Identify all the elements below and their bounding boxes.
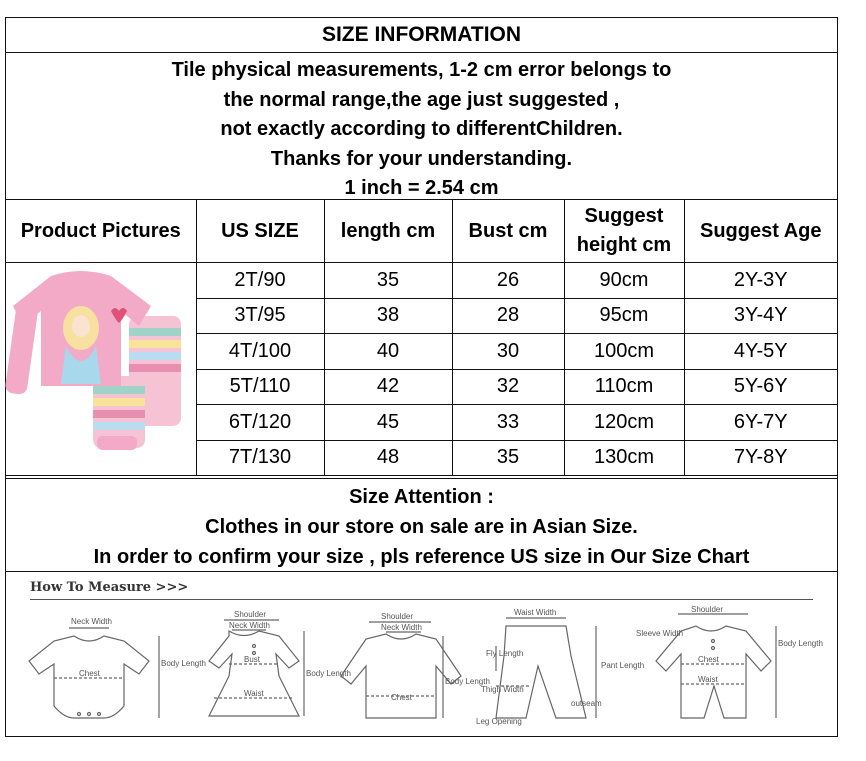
cell-age: 6Y-7Y — [684, 405, 837, 441]
col-header: Product Pictures — [6, 200, 196, 263]
cell-us-size: 4T/100 — [196, 334, 324, 370]
col-header-line: height cm — [576, 234, 672, 256]
cell-bust: 26 — [452, 263, 564, 299]
cell-us-size: 5T/110 — [196, 369, 324, 405]
cell-bust: 35 — [452, 440, 564, 476]
top-diagram — [341, 606, 490, 736]
cell-height: 100cm — [564, 334, 684, 370]
chest-label: Chest — [391, 693, 412, 702]
cell-age: 2Y-3Y — [684, 263, 837, 299]
size-info-sheet — [5, 17, 838, 737]
col-header: US SIZE — [196, 200, 324, 263]
measure-title: How To Measure >>> — [30, 580, 189, 595]
shoulder-label: Shoulder — [234, 610, 267, 619]
cell-length: 48 — [324, 440, 452, 476]
body-length-label: Body Length — [445, 677, 490, 686]
cell-bust: 30 — [452, 334, 564, 370]
pajama-image — [11, 266, 191, 466]
cell-bust: 28 — [452, 298, 564, 334]
chest-label: Chest — [698, 655, 719, 664]
cell-age: 5Y-6Y — [684, 369, 837, 405]
info-line: Thanks for your understanding. — [270, 147, 573, 170]
attention-line: In order to confirm your size , pls reference US size in Our Size Chart — [93, 546, 750, 568]
neck-width-label: Neck Width — [71, 617, 112, 626]
fly-length-label: Fly Length — [486, 649, 524, 658]
outseam-label: outseam — [571, 699, 602, 708]
cell-age: 7Y-8Y — [684, 440, 837, 476]
how-to-measure-section — [6, 572, 837, 736]
size-table — [6, 200, 837, 476]
cell-length: 42 — [324, 369, 452, 405]
shoulder-label: Shoulder — [381, 612, 414, 621]
cell-us-size: 6T/120 — [196, 405, 324, 441]
cell-us-size: 7T/130 — [196, 440, 324, 476]
col-header-height — [564, 200, 684, 263]
cell-length: 45 — [324, 405, 452, 441]
thigh-width-label: Thigh Width — [481, 685, 524, 694]
body-length-label: Body Length — [306, 669, 351, 678]
col-header-line: Suggest — [584, 205, 664, 227]
pants-diagram — [476, 606, 645, 736]
col-header: length cm — [324, 200, 452, 263]
cell-us-size: 2T/90 — [196, 263, 324, 299]
cell-length: 38 — [324, 298, 452, 334]
info-line: the normal range,the age just suggested , — [223, 88, 620, 111]
body-length-label: Body Length — [778, 639, 823, 648]
leg-opening-label: Leg Opening — [476, 717, 522, 726]
cell-height: 110cm — [564, 369, 684, 405]
body-length-label: Body Length — [161, 659, 206, 668]
info-line: 1 inch = 2.54 cm — [344, 177, 499, 199]
cell-bust: 33 — [452, 405, 564, 441]
cell-height: 90cm — [564, 263, 684, 299]
cell-us-size: 3T/95 — [196, 298, 324, 334]
title-text: SIZE INFORMATION — [321, 23, 522, 46]
col-header: Bust cm — [452, 200, 564, 263]
info-block — [6, 53, 837, 200]
cell-height: 95cm — [564, 298, 684, 334]
attention-line: Clothes in our store on sale are in Asian Size. — [205, 516, 638, 538]
pant-length-label: Pant Length — [601, 661, 645, 670]
sleeve-width-label: Sleeve Width — [636, 629, 684, 638]
info-line: Tile physical measurements, 1-2 cm error belongs to — [171, 59, 672, 81]
cell-height: 120cm — [564, 405, 684, 441]
cell-bust: 32 — [452, 369, 564, 405]
waist-label: Waist — [698, 675, 718, 684]
neck-width-label: Neck Width — [229, 621, 270, 630]
cell-length: 40 — [324, 334, 452, 370]
product-picture — [6, 263, 196, 476]
size-attention-block — [6, 478, 837, 572]
waist-width-label: Waist Width — [514, 608, 557, 617]
neck-width-label: Neck Width — [381, 623, 422, 632]
bodysuit-diagram — [24, 606, 206, 736]
attention-line: Size Attention : — [349, 486, 494, 508]
waist-label: Waist — [244, 689, 264, 698]
page-title — [6, 18, 837, 53]
table-row — [6, 263, 837, 299]
dress-diagram — [184, 606, 351, 736]
divider — [30, 599, 813, 600]
cell-height: 130cm — [564, 440, 684, 476]
romper-diagram — [636, 606, 826, 736]
shoulder-label: Shoulder — [691, 605, 724, 614]
cell-age: 4Y-5Y — [684, 334, 837, 370]
cell-length: 35 — [324, 263, 452, 299]
chest-label: Chest — [79, 669, 100, 678]
table-header-row — [6, 200, 837, 263]
info-line: not exactly according to differentChildren. — [220, 118, 623, 140]
col-header: Suggest Age — [684, 200, 837, 263]
bust-label: Bust — [244, 655, 261, 664]
cell-age: 3Y-4Y — [684, 298, 837, 334]
